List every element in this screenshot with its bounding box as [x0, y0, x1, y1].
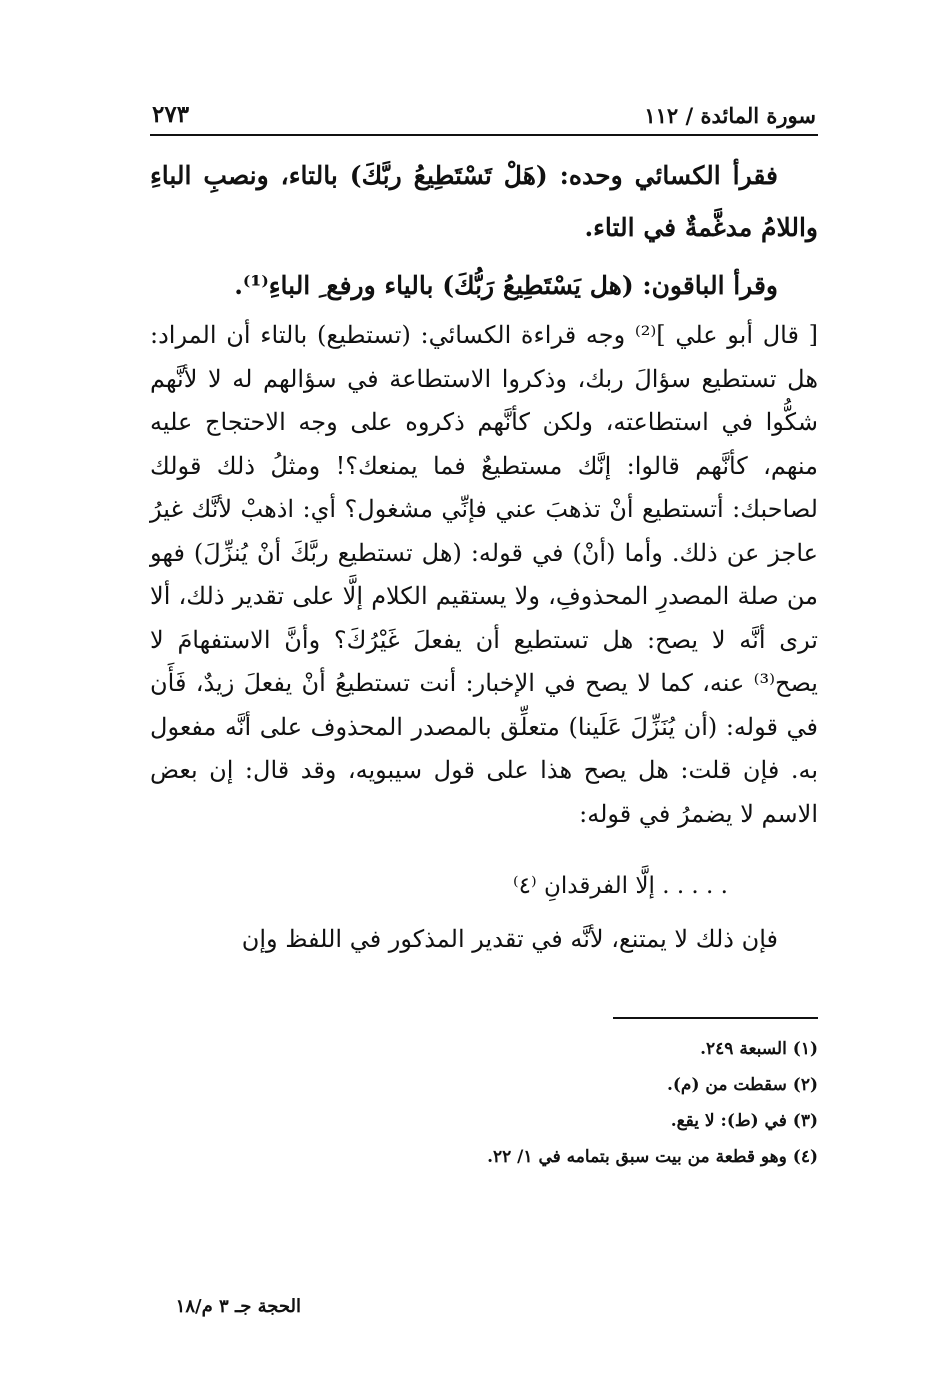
surah-verse-label: سورة المائدة / ١١٢ [644, 103, 816, 128]
verse-fragment: . . . . . إلَّا الفرقدانِ ⁽٤⁾ [513, 873, 728, 899]
footnote-4: (٤) وهو قطعة من بيت سبق بتمامه في ١/ ٢٢. [487, 1147, 818, 1167]
page-number: ٢٧٣ [152, 101, 190, 128]
others-reading-paragraph: وقرأ الباقون: (هل يَسْتَطِيعُ رَبُّكَ) بالياء ورفع ِ الباءِ⁽¹⁾. [234, 271, 778, 300]
footnote-divider [613, 1017, 818, 1019]
kisai-reading-paragraph: فقرأ الكسائي وحده: (هَلْ تَسْتَطِيعُ ربَّكَ) بالتاء، ونصبِ الباءِ واللامُ مدغَّمةٌ في التاء. [150, 161, 818, 242]
abu-ali-paragraph: [ قال أبو علي ]⁽²⁾ وجه قراءة الكسائي: (تستطيع) بالتاء أن المراد: هل تستطيع سؤالَ ربك، وذكروا الاستطاعة في سؤالهم له لا لأنَّهم شكُّوا في استطاعته، ولكن كأنَّهم ذكروه على وجه الاحتجاج عليه منهم، كأنَّهم قالوا: إنَّك مستطيعٌ فما يمنعك؟! ومثلُ ذلك قولك لصاحبك: أتستطيع أنْ تذهبَ عني فإنِّي مشغول؟ أي: اذهبْ لأنَّك غيرُ عاجز عن ذلك. وأما (أنْ) في قوله: (هل تستطيع ربَّكَ أنْ يُنزِّلَ) فهو من صلة المصدرِ المحذوفِ، ولا يستقيم الكلام إلَّا على تقدير ذلك، ألا ترى أنَّه لا يصح: هل تستطيع أن يفعلَ غَيْرُكَ؟ وأنَّ الاستفهامَ لا يصح⁽³⁾ عنه، كما لا يصح في الإخبار: أنت تستطيعُ أنْ يفعلَ زيدٌ، فَأَن في قوله: (أن يُنَزِّلَ عَلَينا) متعلِّق بالمصدر المحذوف على أنَّه مفعول به. فإن قلت: هل يصح هذا على قول سيبويه، وقد قال: إن بعض الاسم لا يضمرُ في قوله: [150, 321, 819, 828]
signature-mark: الحجة جـ ٣ م/١٨ [175, 1296, 301, 1317]
page [150, 92, 818, 1175]
running-header [150, 92, 818, 136]
footnote-1: (١) السبعة ٢٤٩. [700, 1039, 818, 1059]
after-verse-line: فإن ذلك لا يمتنع، لأنَّه في تقدير المذكور في اللفظ وإن [241, 925, 778, 953]
footnote-3: (٣) في (ط): لا يقع. [670, 1111, 818, 1131]
footnote-2: (٢) سقطت من (م). [666, 1075, 818, 1095]
footnotes [150, 1031, 818, 1175]
